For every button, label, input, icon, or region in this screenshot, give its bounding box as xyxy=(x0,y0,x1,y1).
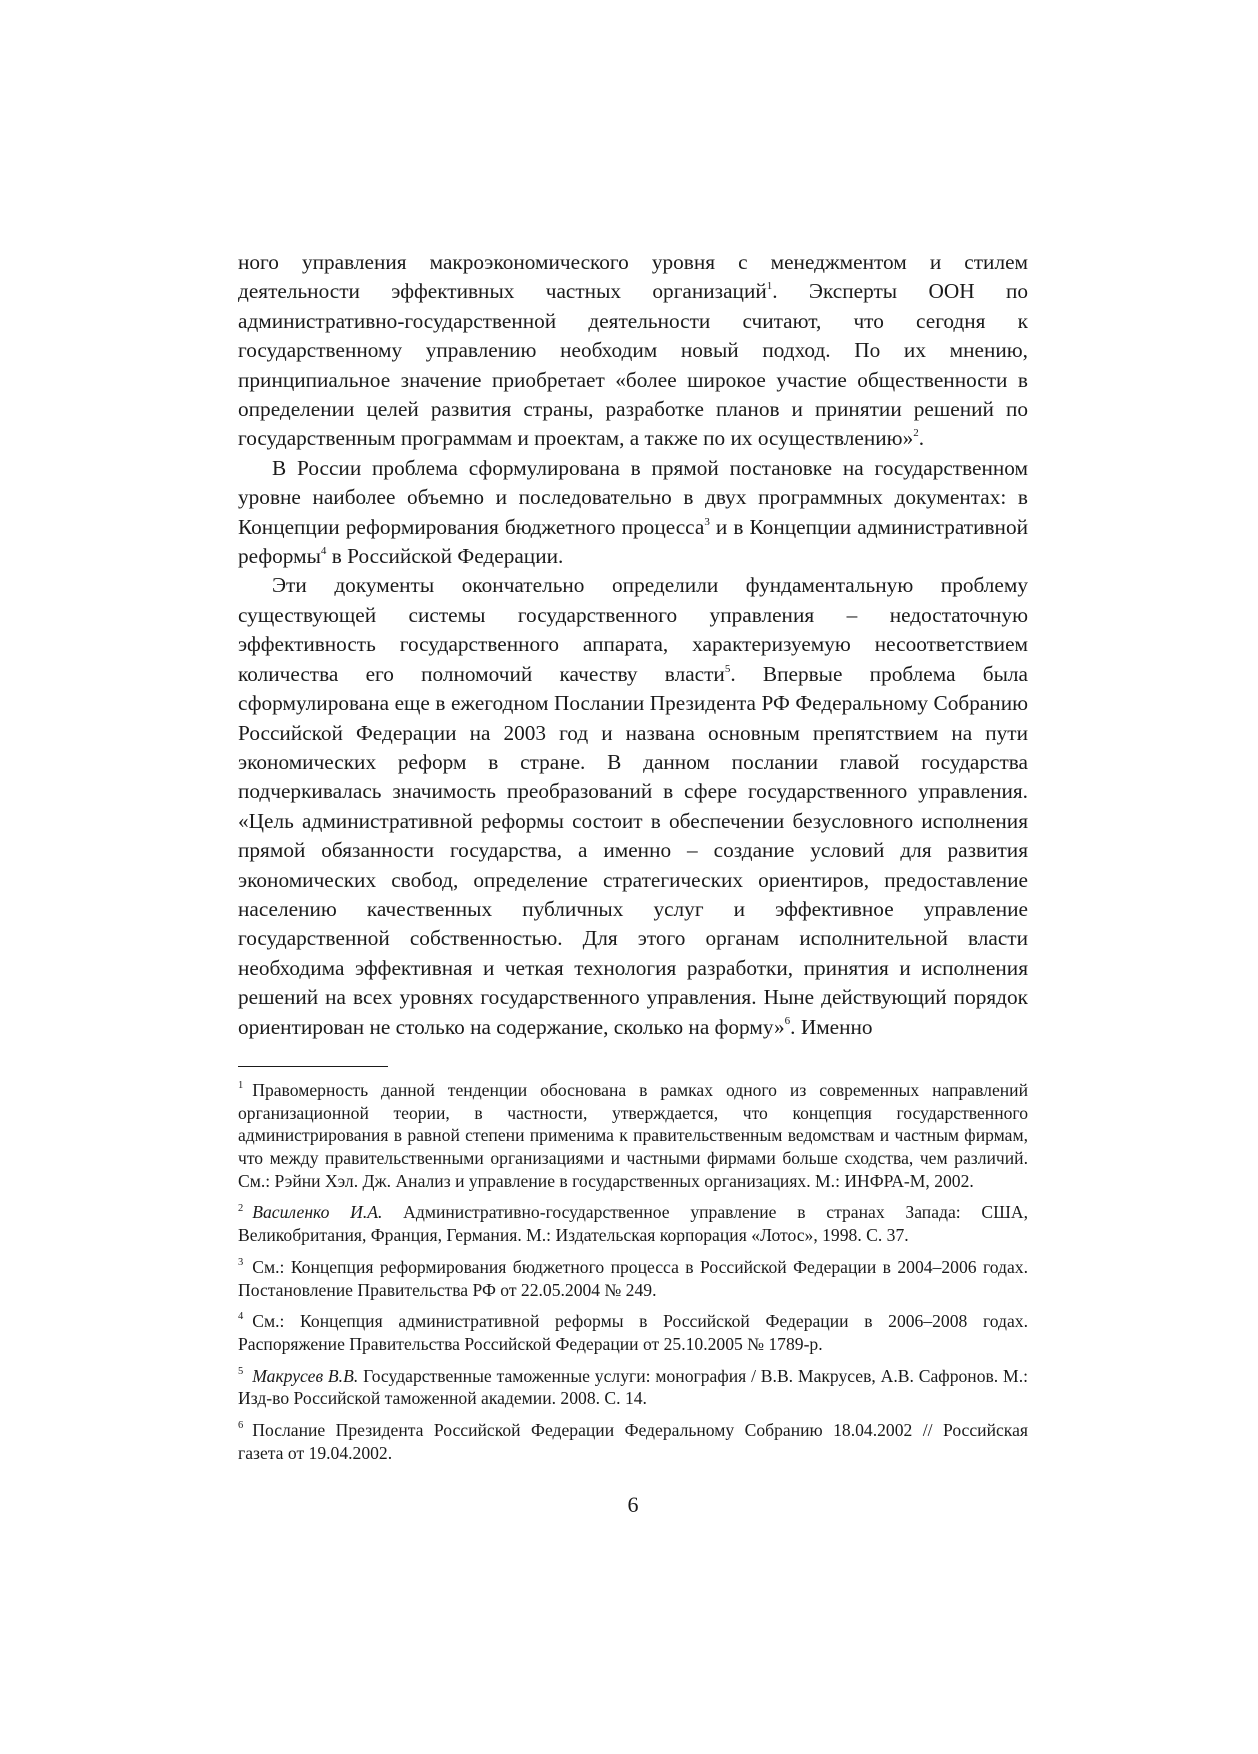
footnote-ref-6[interactable]: 6 xyxy=(784,1015,791,1028)
footnote-number: 2 xyxy=(238,1202,244,1214)
footnote-number: 6 xyxy=(238,1420,244,1432)
footnote-4: $^4$ См.: Концепция административной реформы в Российской Федерации в 2006–2008 годах. Распоряжение Правительства Российской Федерации от 25.10.2005 № 1789-р. xyxy=(238,1311,1028,1354)
page xyxy=(238,248,1028,1518)
footnote-ref-4[interactable]: 4 xyxy=(320,544,327,557)
footnote-author: Макрусев В.В. xyxy=(252,1365,359,1386)
footnote-number: 1 xyxy=(238,1080,244,1092)
footnote-ref-3[interactable]: 3 xyxy=(704,515,710,528)
paragraph-3: Эти документы окончательно определили фундаментальную проблему существующей системы государственного управления – недостаточную эффективность государственного аппарата, характеризуемую несоответствием количества его полномочий качеству власти$^5$. Впервые проблема была сформулирована еще в ежегодном Послании Президента РФ Федеральному Собранию Российской Федерации на 2003 год и названа основным препятствием на пути экономических реформ в стране. В данном послании главой государства подчеркивалась значимость преобразований в сфере государственного управления. «Цель административной реформы состоит в обеспечении безусловного исполнения прямой обязанности государства, а именно – создание условий для развития экономических свобод, определение стратегических ориентиров, предоставление населению качественных публичных услуг и эффективное управление государственной собственностью. Для этого органам исполнительной власти необходима эффективная и четкая технология разработки, принятия и исполнения решений на всех уровнях государственного управления. Ныне действующий порядок ориентирован не столько на содержание, сколько на форму»$^6$. Именно xyxy=(238,573,1029,1039)
footnote-author: Василенко И.А. xyxy=(252,1202,383,1223)
footnote-1: $^1$ Правомерность данной тенденции обоснована в рамках одного из современных направлений организационной теории, в частности, утверждается, что концепция государственного администрирования в равной степени применима к правительственным ведомствам и частным фирмам, что между правительственными организациями и частными фирмами больше сходства, чем различий. См.: Рэйни Хэл. Дж. Анализ и управление в государственных организациях. М.: ИНФРА-М, 2002. xyxy=(238,1079,1028,1191)
footnote-ref-5[interactable]: 5 xyxy=(724,662,731,675)
footnote-number: 4 xyxy=(238,1311,244,1323)
footnote-3: $^3$ См.: Концепция реформирования бюджетного процесса в Российской Федерации в 2004–2006 годах. Постановление Правительства РФ от 22.05.2004 № 249. xyxy=(238,1256,1028,1300)
footnotes xyxy=(238,1079,1028,1465)
footnote-2: $^2$ Василенко И.А. Административно-государственное управление в странах Запада: США, Великобритания, Франция, Германия. М.: Издательская корпорация «Лотос», 1998. С. 37. xyxy=(238,1202,1028,1246)
footnote-ref-1[interactable]: 1 xyxy=(766,280,773,293)
footnote-6: $^6$ Послание Президента Российской Федерации Федеральному Собранию 18.04.2002 // Российская газета от 19.04.2002. xyxy=(238,1420,1028,1463)
body-text xyxy=(238,248,1028,1042)
footnote-number: 5 xyxy=(238,1365,244,1377)
footnote-separator xyxy=(238,1066,388,1067)
footnote-5: $^5$ Макрусев В.В. Государственные таможенные услуги: монография / В.В. Макрусев, А.В. Сафронов. М.: Изд-во Российской таможенной академии. 2008. С. 14. xyxy=(238,1365,1028,1409)
paragraph-2: В России проблема сформулирована в прямой постановке на государственном уровне наиболее объемно и последовательно в двух программных документах: в Концепции реформирования бюджетного процесса$^3$ и в Концепции административной реформы$^4$ в Российской Федерации. xyxy=(238,455,1028,569)
page-number: 6 xyxy=(627,1491,639,1517)
footnote-number: 3 xyxy=(238,1257,244,1269)
paragraph-1: ного управления макроэкономического уровня с менеджментом и стилем деятельности эффективных частных организаций$^1$. Эксперты ООН по административно-государственной деятельности считают, что сегодня к государственному управлению необходим новый подход. По их мнению, принципиальное значение приобретает «более широкое участие общественности в определении целей развития страны, разработке планов и принятии решений по государственным программам и проектам, а также по их осуществлению»$^2$. xyxy=(238,250,1028,451)
footnote-ref-2[interactable]: 2 xyxy=(913,427,919,440)
